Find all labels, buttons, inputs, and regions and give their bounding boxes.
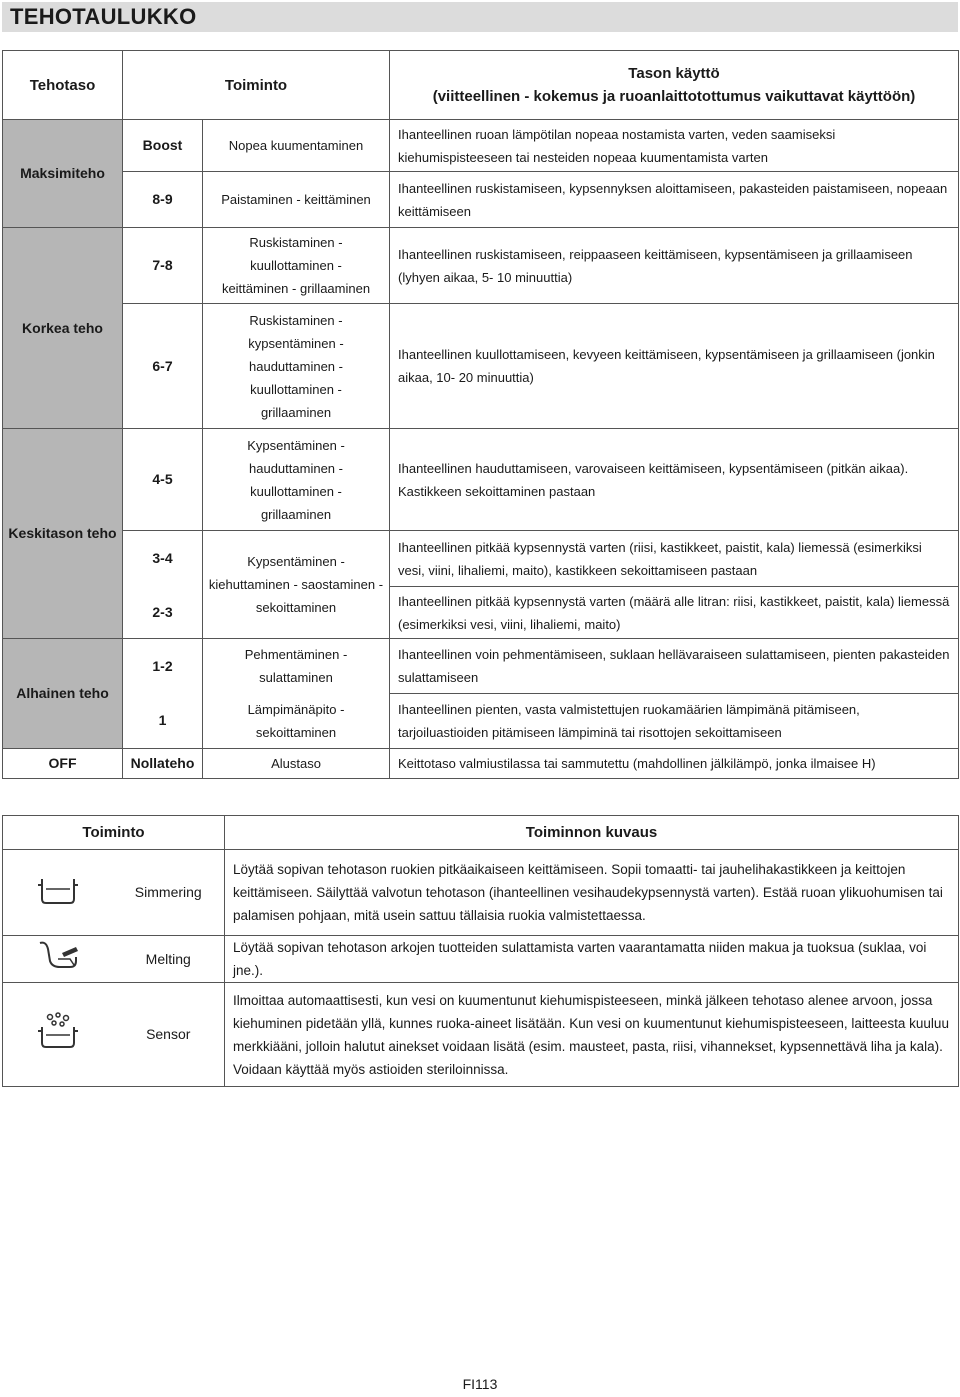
level-cell: 6-7 <box>123 304 203 429</box>
function-description: Löytää sopivan tehotason ruokien pitkäaikaiseen keittämiseen. Sopii tomaatti- tai jauhelihakastikkeen ja keittojen keittämiseen. Säilyttää valvotun tehotason (ihanteellinen vesihaudekypsennystä varten). Estää ruoan ylikuohumisen tai palamisen pohjaan, mitä usein sattuu tällaisia ruokia valmistettaessa. <box>225 850 959 936</box>
header-function: Toiminto <box>123 51 390 120</box>
level-cell: 1-2 <box>123 639 203 694</box>
off-label: OFF <box>3 749 123 779</box>
header-row <box>3 51 959 120</box>
power-level-table <box>2 50 959 779</box>
usage-cell: Keittotaso valmiustilassa tai sammutettu (mahdollinen jälkilämpö, jonka ilmaisee H) <box>390 749 959 779</box>
function-name: Simmering <box>113 850 225 936</box>
table-row <box>3 936 959 983</box>
function-text: Lämpimänäpito - sekoittaminen <box>247 701 345 740</box>
function-cell <box>203 429 390 531</box>
level-cell: 4-5 <box>123 429 203 531</box>
group-label-mid: Keskitason teho <box>3 429 123 639</box>
header-row <box>3 816 959 850</box>
function-cell: Nopea kuumentaminen <box>203 120 390 172</box>
page-title: TEHOTAULUKKO <box>2 2 958 32</box>
table-row <box>3 304 959 429</box>
function-cell <box>203 228 390 304</box>
table-row <box>3 983 959 1087</box>
icon-cell <box>3 983 113 1087</box>
header-description: Toiminnon kuvaus <box>225 816 959 850</box>
function-name: Melting <box>113 936 225 983</box>
level-cell: 2-3 <box>123 587 203 639</box>
usage-cell: Ihanteellinen pitkää kypsennystä varten (riisi, kastikkeet, paistit, kala) liemessä (esimerkiksi vesi, viini, lihaliemi, maito), kastikkeen sekoittamiseen pastaan <box>390 531 959 587</box>
usage-cell: Ihanteellinen kuullottamiseen, kevyeen keittämiseen, kypsentämiseen ja grillaamiseen (jonkin aikaa, 10- 20 minuuttia) <box>390 304 959 429</box>
usage-cell: Ihanteellinen ruskistamiseen, reippaaseen keittämiseen, kypsentämiseen ja grillaamiseen (lyhyen aikaa, 5- 10 minuuttia) <box>390 228 959 304</box>
function-name: Sensor <box>113 983 225 1087</box>
level-cell: 7-8 <box>123 228 203 304</box>
level-cell: 1 <box>123 694 203 749</box>
off-row <box>3 749 959 779</box>
table-row <box>3 172 959 228</box>
table-row <box>3 228 959 304</box>
function-text: Ruskistaminen - kuullottaminen - keittäminen - grillaaminen <box>221 235 371 296</box>
usage-cell: Ihanteellinen hauduttamiseen, varovaiseen keittämiseen, kypsentämiseen (pitkän aikaa). Kastikkeen sekoittaminen pastaan <box>390 429 959 531</box>
function-cell <box>203 531 390 639</box>
header-usage <box>390 51 959 120</box>
usage-cell: Ihanteellinen pitkää kypsennystä varten (määrä alle litran: riisi, kastikkeet, paistit, kala) liemessä (esimerkiksi vesi, viini, lihaliemi, maito) <box>390 587 959 639</box>
table-row <box>3 850 959 936</box>
table-row <box>3 639 959 694</box>
function-cell <box>203 639 390 694</box>
header-usage-title: Tason käyttö <box>628 65 720 82</box>
function-cell <box>203 694 390 749</box>
level-cell: Nollateho <box>123 749 203 779</box>
table-row <box>3 587 959 639</box>
level-cell: Boost <box>123 120 203 172</box>
page-number: FI113 <box>462 1376 498 1392</box>
group-label-max: Maksimiteho <box>3 120 123 228</box>
header-function: Toiminto <box>3 816 225 850</box>
header-usage-subtitle: (viitteellinen - kokemus ja ruoanlaittotottumus vaikuttavat käyttöön) <box>432 88 916 105</box>
usage-cell: Ihanteellinen pienten, vasta valmistettujen ruokamäärien lämpimänä pitämiseen, tarjoiluastioiden pitämiseen lämpiminä tai risottojen sekoittamiseen <box>390 694 959 749</box>
table-row <box>3 429 959 531</box>
table-row <box>3 531 959 587</box>
function-text: Kypsentäminen - kiehuttaminen - saostaminen - sekoittaminen <box>208 554 384 615</box>
function-cell <box>203 304 390 429</box>
icon-cell <box>3 850 113 936</box>
special-functions-table <box>2 815 959 1087</box>
function-text: Pehmentäminen - sulattaminen <box>244 647 348 686</box>
table-row <box>3 120 959 172</box>
usage-cell: Ihanteellinen ruoan lämpötilan nopeaa nostamista varten, veden saamiseksi kiehumispisteeseen tai nesteiden nopeaa kuumentamista varten <box>390 120 959 172</box>
function-text: Kypsentäminen - hauduttaminen - kuullottaminen - grillaaminen <box>247 437 345 522</box>
icon-cell <box>3 936 113 983</box>
simmering-pot-icon <box>36 871 80 907</box>
level-cell: 8-9 <box>123 172 203 228</box>
usage-cell: Ihanteellinen ruskistamiseen, kypsennyksen aloittamiseen, pakasteiden paistamiseen, nopeaan keittämiseen <box>390 172 959 228</box>
function-description: Löytää sopivan tehotason arkojen tuotteiden sulattamista varten vaarantamatta niiden makua ja tuoksua (suklaa, voi jne.). <box>225 936 959 983</box>
header-level: Tehotaso <box>3 51 123 120</box>
level-cell: 3-4 <box>123 531 203 587</box>
group-label-low: Alhainen teho <box>3 639 123 749</box>
melting-pan-icon <box>36 939 80 973</box>
function-text: Ruskistaminen - kypsentäminen - hauduttaminen - kuullottaminen - grillaaminen <box>248 312 344 420</box>
function-cell: Alustaso <box>203 749 390 779</box>
group-label-high: Korkea teho <box>3 228 123 429</box>
sensor-boiling-pot-icon <box>36 1011 80 1051</box>
function-cell: Paistaminen - keittäminen <box>203 172 390 228</box>
function-description: Ilmoittaa automaattisesti, kun vesi on kuumentunut kiehumispisteeseen, minkä jälkeen tehotaso alenee arvoon, jossa kiehuminen pidetään yllä, kunnes ruoka-aineet lisätään. Kun vesi on kuumentunut kiehumispisteeseen, laitteesta kuuluu merkkiääni, jolloin halutut ainekset voidaan lisätä (esim. mausteet, pasta, riisi, vihannekset, kypsennettävä liha ja kala). Voidaan käyttää myös astioiden steriloinnissa. <box>225 983 959 1087</box>
usage-cell: Ihanteellinen voin pehmentämiseen, suklaan hellävaraiseen sulattamiseen, pienten pakasteiden sulattamiseen <box>390 639 959 694</box>
table-row <box>3 694 959 749</box>
